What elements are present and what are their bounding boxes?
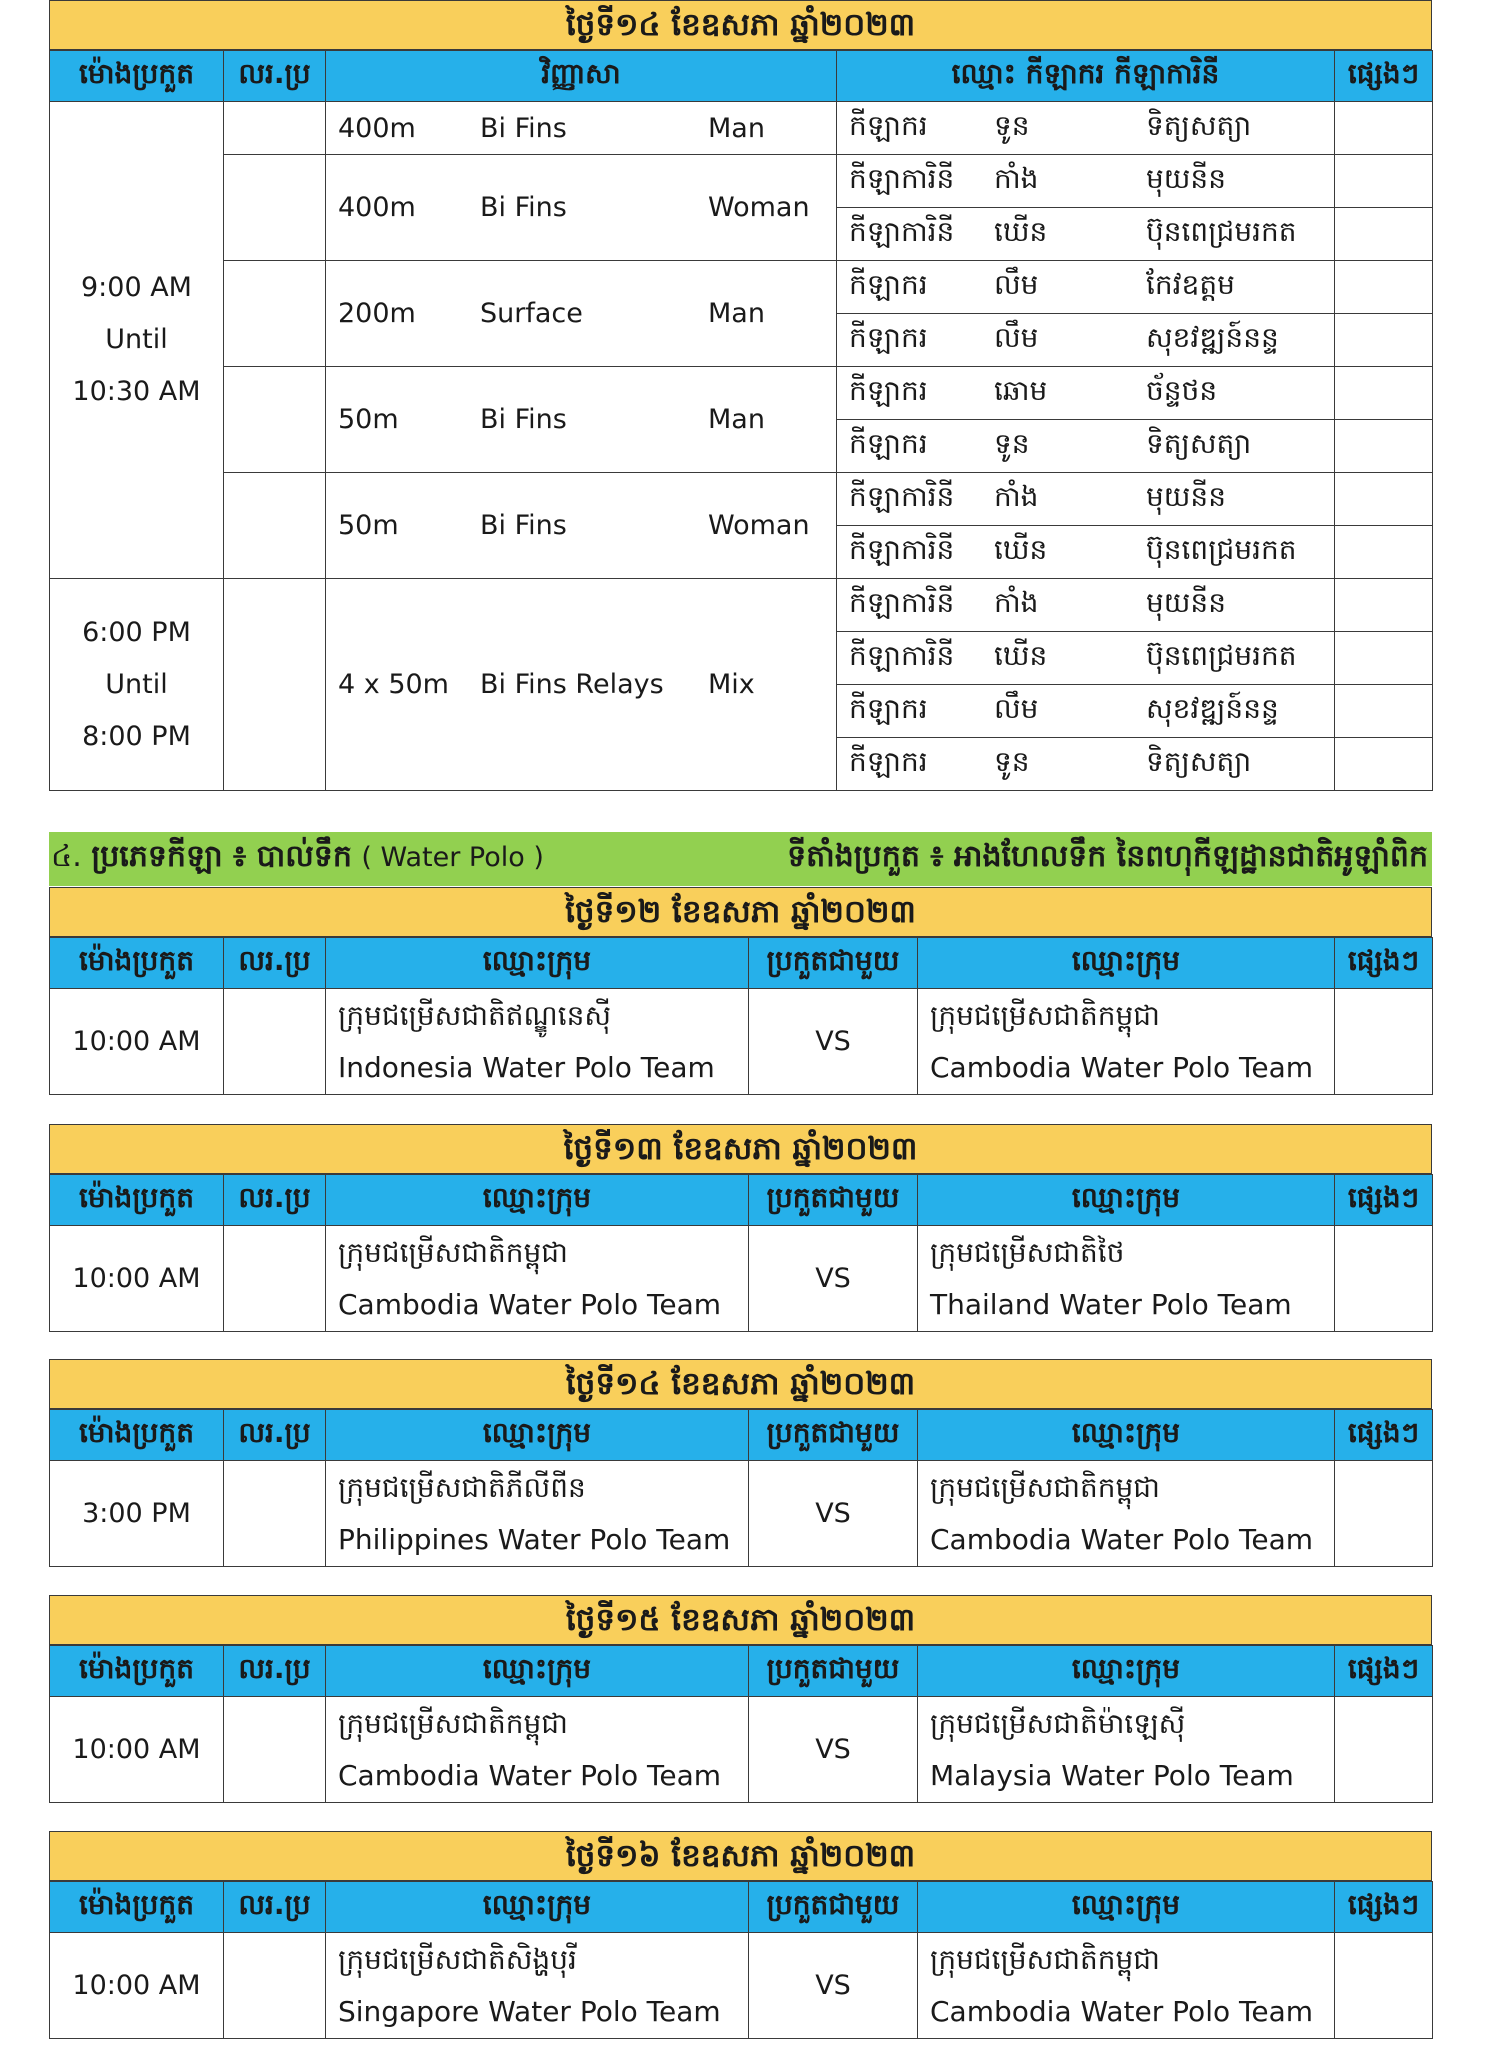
other-cell (1335, 155, 1433, 208)
header-team-2: ឈ្មោះក្រុម (918, 1410, 1335, 1461)
versus-label: VS (749, 1226, 918, 1332)
match-block (49, 887, 1432, 1095)
header-event: វិញ្ញាសា (326, 51, 837, 102)
team-a-english: Philippines Water Polo Team (338, 1522, 731, 1556)
table-row (50, 1697, 1433, 1803)
header-team-2: ឈ្មោះក្រុម (918, 1882, 1335, 1933)
athlete-cell: កីឡាករ លឹម សុខវឌ្ឍន៍នន្ទ (837, 685, 1335, 738)
time-end: 10:30 AM (72, 376, 201, 407)
header-other: ផ្សេងៗ (1335, 1175, 1433, 1226)
header-vs: ប្រកួតជាមួយ (749, 1175, 918, 1226)
table-row (50, 367, 1433, 420)
time-start: 9:00 AM (81, 272, 192, 303)
header-team: ឈ្មោះក្រុម (326, 1646, 749, 1697)
other-cell (1335, 738, 1433, 791)
team-a-english: Singapore Water Polo Team (338, 1994, 721, 2028)
athlete-cell: កីឡាការិនី កាំង មុយនីន (837, 473, 1335, 526)
team-b-english: Cambodia Water Polo Team (930, 1994, 1314, 2028)
day-banner: ថ្ងៃទី១៣ ខែឧសភា ឆ្នាំ២០២៣ (49, 1124, 1432, 1174)
versus-label: VS (749, 1461, 918, 1567)
team-b-cell (918, 1226, 1335, 1332)
header-vs: ប្រកួតជាមួយ (749, 938, 918, 989)
team-a-cell (326, 1226, 749, 1332)
time-until: Until (105, 324, 168, 355)
match-block (49, 1831, 1432, 2039)
sport-english-name: ( Water Polo ) (361, 842, 544, 873)
other-cell (1335, 420, 1433, 473)
athlete-cell: កីឡាការិនី ឃើន ប៊ុនពេជ្រមរកត (837, 632, 1335, 685)
event-cell: 4 x 50m Bi Fins Relays Mix (326, 579, 837, 791)
team-a-english: Indonesia Water Polo Team (338, 1050, 715, 1084)
header-number: លរ.ប្រ (224, 1646, 326, 1697)
table-row (50, 473, 1433, 526)
table-row (50, 155, 1433, 208)
header-number: លរ.ប្រ (224, 1882, 326, 1933)
header-other: ផ្សេងៗ (1335, 1410, 1433, 1461)
day-banner: ថ្ងៃទី១២ ខែឧសភា ឆ្នាំ២០២៣ (49, 887, 1432, 937)
day-banner: ថ្ងៃទី១៤ ខែឧសភា ឆ្នាំ២០២៣ (49, 0, 1432, 50)
team-a-khmer: ក្រុមជម្រើសជាតិកម្ពុជា (338, 1706, 568, 1740)
athlete-cell: កីឡាករ លឹម សុខវឌ្ឍន៍នន្ទ (837, 314, 1335, 367)
team-b-cell (918, 1933, 1335, 2039)
header-time: ម៉ោងប្រកួត (50, 1646, 224, 1697)
team-a-cell (326, 1697, 749, 1803)
team-b-cell (918, 1461, 1335, 1567)
versus-label: VS (749, 989, 918, 1095)
athlete-cell: កីឡាករ លឹម កែវឧត្តម (837, 261, 1335, 314)
header-time: ម៉ោងប្រកួត (50, 1882, 224, 1933)
header-vs: ប្រកួតជាមួយ (749, 1410, 918, 1461)
table-row (50, 1226, 1433, 1332)
match-time: 10:00 AM (50, 989, 224, 1095)
team-a-khmer: ក្រុមជម្រើសជាតិភីលីពីន (338, 1470, 586, 1504)
other-cell (1335, 579, 1433, 632)
table-row (50, 1461, 1433, 1567)
team-b-khmer: ក្រុមជម្រើសជាតិកម្ពុជា (930, 998, 1160, 1032)
match-block (49, 1359, 1432, 1567)
number-cell (224, 1226, 326, 1332)
header-team: ឈ្មោះក្រុម (326, 1175, 749, 1226)
header-team-2: ឈ្មោះក្រុម (918, 1175, 1335, 1226)
team-b-english: Thailand Water Polo Team (930, 1287, 1292, 1321)
day-banner: ថ្ងៃទី១៥ ខែឧសភា ឆ្នាំ២០២៣ (49, 1595, 1432, 1645)
team-a-cell (326, 989, 749, 1095)
match-block (49, 1124, 1432, 1332)
header-number: លរ.ប្រ (224, 938, 326, 989)
number-cell (224, 1697, 326, 1803)
team-a-english: Cambodia Water Polo Team (338, 1758, 722, 1792)
event-cell: 50m Bi Fins Woman (326, 473, 837, 579)
header-athlete-name: ឈ្មោះ កីឡាករ កីឡាការិនី (837, 51, 1335, 102)
team-a-khmer: ក្រុមជម្រើសជាតិកម្ពុជា (338, 1235, 568, 1269)
athlete-cell: កីឡាការិនី ឃើន ប៊ុនពេជ្រមរកត (837, 526, 1335, 579)
sport-number: ៤. (51, 839, 82, 874)
athlete-cell: កីឡាករ ឆោម ច័ន្ទថន (837, 367, 1335, 420)
header-number: លរ.ប្រ (224, 1175, 326, 1226)
match-table (49, 1409, 1433, 1567)
other-cell (1335, 685, 1433, 738)
other-cell (1335, 261, 1433, 314)
match-table (49, 1881, 1433, 2039)
table-header-row (50, 1175, 1433, 1226)
other-cell (1335, 314, 1433, 367)
sport-title (51, 837, 544, 881)
versus-label: VS (749, 1697, 918, 1803)
table-row (50, 989, 1433, 1095)
header-vs: ប្រកួតជាមួយ (749, 1646, 918, 1697)
sport-venue: ទីតាំងប្រកួត ៖ អាងហែលទឹក នៃពហុកីឡដ្ឋានជាតិអូឡាំពិក (787, 839, 1428, 874)
other-cell (1335, 473, 1433, 526)
table-header-row (50, 1410, 1433, 1461)
match-time: 10:00 AM (50, 1933, 224, 2039)
table-row (50, 261, 1433, 314)
other-cell (1335, 367, 1433, 420)
table-row (50, 1933, 1433, 2039)
match-time: 3:00 PM (50, 1461, 224, 1567)
event-cell: 200m Surface Man (326, 261, 837, 367)
match-table (49, 1174, 1433, 1332)
header-time: ម៉ោងប្រកួត (50, 51, 224, 102)
table-row (50, 579, 1433, 632)
match-block (49, 1595, 1432, 1803)
table-header-row (50, 938, 1433, 989)
team-b-english: Malaysia Water Polo Team (930, 1758, 1294, 1792)
team-b-cell (918, 989, 1335, 1095)
number-cell (224, 989, 326, 1095)
number-cell (224, 579, 326, 791)
team-b-khmer: ក្រុមជម្រើសជាតិកម្ពុជា (930, 1942, 1160, 1976)
event-cell: 400m Bi Fins Man (326, 102, 837, 155)
number-cell (224, 367, 326, 473)
versus-label: VS (749, 1933, 918, 2039)
team-a-cell (326, 1933, 749, 2039)
header-team-2: ឈ្មោះក្រុម (918, 938, 1335, 989)
header-team: ឈ្មោះក្រុម (326, 1410, 749, 1461)
time-end: 8:00 PM (82, 720, 191, 752)
event-cell: 50m Bi Fins Man (326, 367, 837, 473)
header-team: ឈ្មោះក្រុម (326, 1882, 749, 1933)
other-cell (1335, 1461, 1433, 1567)
day-banner: ថ្ងៃទី១៤ ខែឧសភា ឆ្នាំ២០២៣ (49, 1359, 1432, 1409)
number-cell (224, 1933, 326, 2039)
other-cell (1335, 1933, 1433, 2039)
athlete-cell: កីឡាការិនី ឃើន ប៊ុនពេជ្រមរកត (837, 208, 1335, 261)
other-cell (1335, 526, 1433, 579)
header-other: ផ្សេងៗ (1335, 1882, 1433, 1933)
header-team-2: ឈ្មោះក្រុម (918, 1646, 1335, 1697)
header-other: ផ្សេងៗ (1335, 51, 1433, 102)
team-b-khmer: ក្រុមជម្រើសជាតិថៃ (930, 1235, 1125, 1269)
table-header-row (50, 51, 1433, 102)
number-cell (224, 473, 326, 579)
event-cell: 400m Bi Fins Woman (326, 155, 837, 261)
time-start: 6:00 PM (82, 616, 191, 648)
athlete-cell: កីឡាករ ទូន ទិត្យសត្យា (837, 738, 1335, 791)
finswimming-schedule (49, 0, 1432, 791)
number-cell (224, 155, 326, 261)
header-number: លរ.ប្រ (224, 51, 326, 102)
other-cell (1335, 989, 1433, 1095)
team-a-english: Cambodia Water Polo Team (338, 1287, 722, 1321)
time-slot-evening (50, 579, 224, 791)
header-other: ផ្សេងៗ (1335, 938, 1433, 989)
match-time: 10:00 AM (50, 1697, 224, 1803)
match-table (49, 1645, 1433, 1803)
other-cell (1335, 1226, 1433, 1332)
header-time: ម៉ោងប្រកួត (50, 1175, 224, 1226)
header-other: ផ្សេងៗ (1335, 1646, 1433, 1697)
other-cell (1335, 208, 1433, 261)
table-row (50, 102, 1433, 155)
team-b-cell (918, 1697, 1335, 1803)
table-header-row (50, 1646, 1433, 1697)
header-time: ម៉ោងប្រកួត (50, 938, 224, 989)
match-table (49, 937, 1433, 1095)
time-until: Until (105, 668, 168, 700)
athlete-cell: កីឡាករ ទូន ទិត្យសត្យា (837, 102, 1335, 155)
other-cell (1335, 632, 1433, 685)
table-header-row (50, 1882, 1433, 1933)
team-b-english: Cambodia Water Polo Team (930, 1050, 1314, 1084)
match-time: 10:00 AM (50, 1226, 224, 1332)
team-b-khmer: ក្រុមជម្រើសជាតិម៉ាឡេស៊ី (930, 1706, 1186, 1740)
team-a-khmer: ក្រុមជម្រើសជាតិសិង្ហបុរី (338, 1942, 577, 1976)
number-cell (224, 261, 326, 367)
team-a-cell (326, 1461, 749, 1567)
athlete-cell: កីឡាករ ទូន ទិត្យសត្យា (837, 420, 1335, 473)
sport-label: ប្រភេទកីឡា ៖ បាល់ទឹក (91, 839, 352, 874)
sport-title-bar (49, 832, 1432, 886)
header-time: ម៉ោងប្រកួត (50, 1410, 224, 1461)
athlete-cell: កីឡាការិនី កាំង មុយនីន (837, 579, 1335, 632)
team-b-khmer: ក្រុមជម្រើសជាតិកម្ពុជា (930, 1470, 1160, 1504)
team-a-khmer: ក្រុមជម្រើសជាតិឥណ្ឌូនេស៊ី (338, 998, 612, 1032)
finswimming-table (49, 50, 1433, 791)
number-cell (224, 102, 326, 155)
other-cell (1335, 102, 1433, 155)
header-number: លរ.ប្រ (224, 1410, 326, 1461)
header-vs: ប្រកួតជាមួយ (749, 1882, 918, 1933)
number-cell (224, 1461, 326, 1567)
team-b-english: Cambodia Water Polo Team (930, 1522, 1314, 1556)
day-banner: ថ្ងៃទី១៦ ខែឧសភា ឆ្នាំ២០២៣ (49, 1831, 1432, 1881)
header-team: ឈ្មោះក្រុម (326, 938, 749, 989)
athlete-cell: កីឡាការិនី កាំង មុយនីន (837, 155, 1335, 208)
other-cell (1335, 1697, 1433, 1803)
time-slot-morning (50, 102, 224, 579)
